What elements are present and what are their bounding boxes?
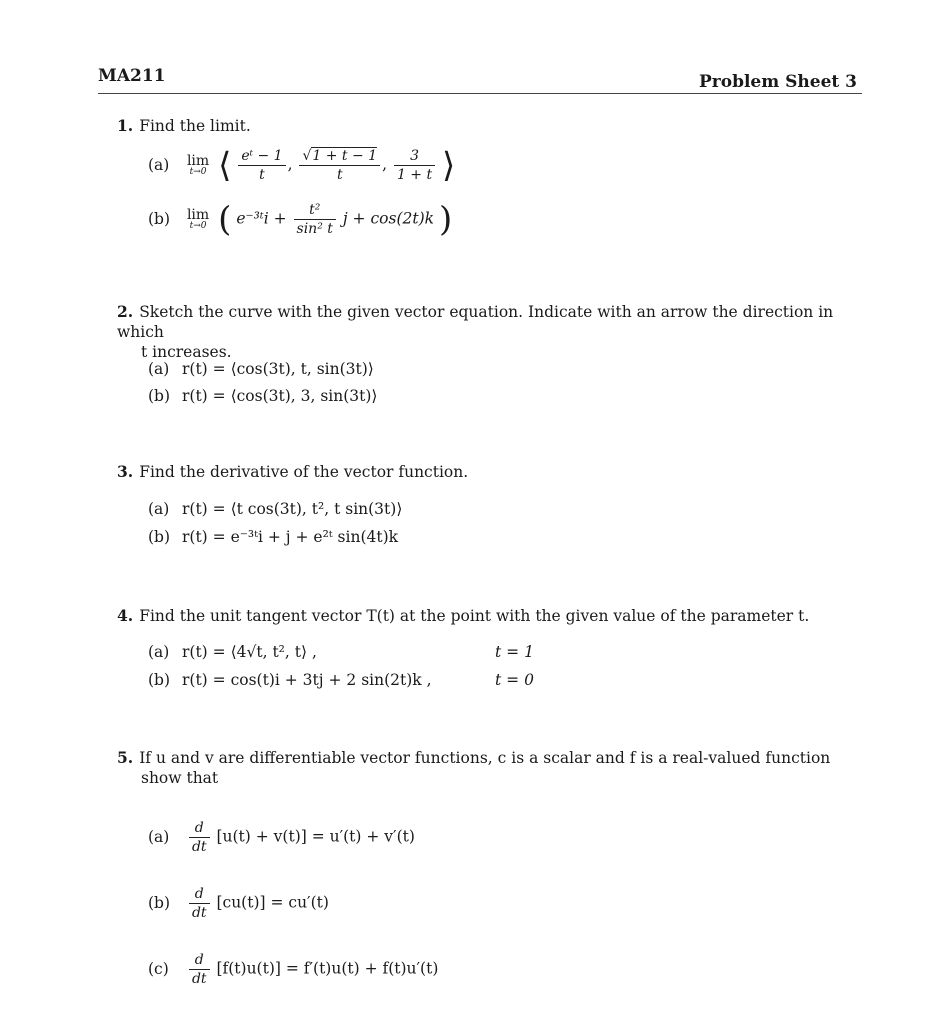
part-label: (a) xyxy=(148,360,170,378)
question-1 xyxy=(117,116,867,136)
question-number: 5. xyxy=(117,748,134,767)
expression: r(t) = ⟨4√t, t², t⟩ , xyxy=(182,643,317,661)
q5-part-b xyxy=(148,886,329,921)
q3-part-a xyxy=(148,500,402,518)
part-label: (b) xyxy=(148,528,171,546)
question-number: 1. xyxy=(117,116,134,135)
question-text-continued: t increases. xyxy=(141,343,232,361)
fraction: $\frac{√1 + t - 1}{t}$ xyxy=(299,148,380,183)
question-text: If u and v are differentiable vector functions, c is a scalar and f is a real-valued function xyxy=(139,749,831,767)
sqrt-icon: √ xyxy=(302,148,312,164)
part-label: (b) xyxy=(148,893,171,912)
q4-a-parameter: t = 1 xyxy=(495,643,534,661)
q4-part-b xyxy=(148,671,432,689)
q2-part-a xyxy=(148,360,374,378)
expression: r(t) = ⟨t cos(3t), t², t sin(3t)⟩ xyxy=(182,500,403,518)
expression: r(t) = ⟨cos(3t), t, sin(3t)⟩ xyxy=(182,360,374,378)
question-number: 3. xyxy=(117,462,134,481)
expression: r(t) = e⁻³ᵗi + j + e²ᵗ sin(4t)k xyxy=(182,528,399,546)
part-label: (b) xyxy=(148,671,171,689)
expression: r(t) = cos(t)i + 3tj + 2 sin(2t)k , xyxy=(182,671,432,689)
fraction: $\frac{\text{t²}}{\text{sin² t}}$ xyxy=(294,202,336,237)
part-label: (a) xyxy=(148,643,170,661)
derivative-operator: $\frac{d}{dt}$ xyxy=(189,820,210,855)
left-angle-bracket: ⟨ xyxy=(218,145,232,186)
part-label: (b) xyxy=(148,387,171,405)
question-text: Find the limit. xyxy=(139,117,251,135)
question-4 xyxy=(117,606,867,626)
q4-part-a xyxy=(148,643,317,661)
limit-operator: lim t→0 xyxy=(186,206,210,231)
question-3 xyxy=(117,462,867,482)
expression: [f(t)u(t)] = f′(t)u(t) + f(t)u′(t) xyxy=(216,959,439,978)
course-code: MA211 xyxy=(98,66,166,86)
question-text: Find the derivative of the vector function. xyxy=(139,463,469,481)
left-paren: ( xyxy=(218,199,232,240)
q1-part-b xyxy=(148,199,453,240)
part-label: (c) xyxy=(148,959,169,978)
expression: j + cos(2t)k xyxy=(342,209,435,228)
expression: e⁻³ᵗi + xyxy=(236,209,287,228)
part-label: (b) xyxy=(148,209,171,228)
right-angle-bracket: ⟩ xyxy=(442,145,456,186)
question-text: Sketch the curve with the given vector equation. Indicate with an arrow the direction in which xyxy=(117,303,834,341)
question-number: 2. xyxy=(117,302,134,321)
q2-part-b xyxy=(148,387,377,405)
part-label: (a) xyxy=(148,155,170,174)
header-rule xyxy=(98,93,862,94)
limit-operator: lim t→0 xyxy=(186,152,210,177)
q5-part-c xyxy=(148,952,438,987)
expression: [cu(t)] = cu′(t) xyxy=(216,893,329,912)
right-paren: ) xyxy=(438,199,453,240)
part-label: (a) xyxy=(148,827,170,846)
question-text: Find the unit tangent vector T(t) at the point with the given value of the parameter t. xyxy=(139,607,810,625)
q1-part-a: (a) lim t→0 ⟨ $\frac{\text{eᵗ − 1}}{t}$ , $\frac{√1 + t - 1}{t}$ , $\frac{3}{1 + t}$ ⟩ xyxy=(148,145,456,186)
question-2 xyxy=(117,302,867,362)
question-5 xyxy=(117,748,867,788)
q4-b-parameter: t = 0 xyxy=(495,671,534,689)
expression: r(t) = ⟨cos(3t), 3, sin(3t)⟩ xyxy=(182,387,378,405)
question-text-continued: show that xyxy=(141,769,219,787)
expression: [u(t) + v(t)] = u′(t) + v′(t) xyxy=(216,827,415,846)
derivative-operator: $\frac{d}{dt}$ xyxy=(189,886,210,921)
fraction: $\frac{\text{eᵗ − 1}}{t}$ xyxy=(238,148,285,183)
q3-part-b xyxy=(148,528,398,546)
q5-part-a xyxy=(148,820,415,855)
derivative-operator: $\frac{d}{dt}$ xyxy=(189,952,210,987)
fraction: $\frac{3}{1 + t}$ xyxy=(394,148,435,183)
sheet-title: Problem Sheet 3 xyxy=(698,72,857,92)
question-number: 4. xyxy=(117,606,134,625)
part-label: (a) xyxy=(148,500,170,518)
